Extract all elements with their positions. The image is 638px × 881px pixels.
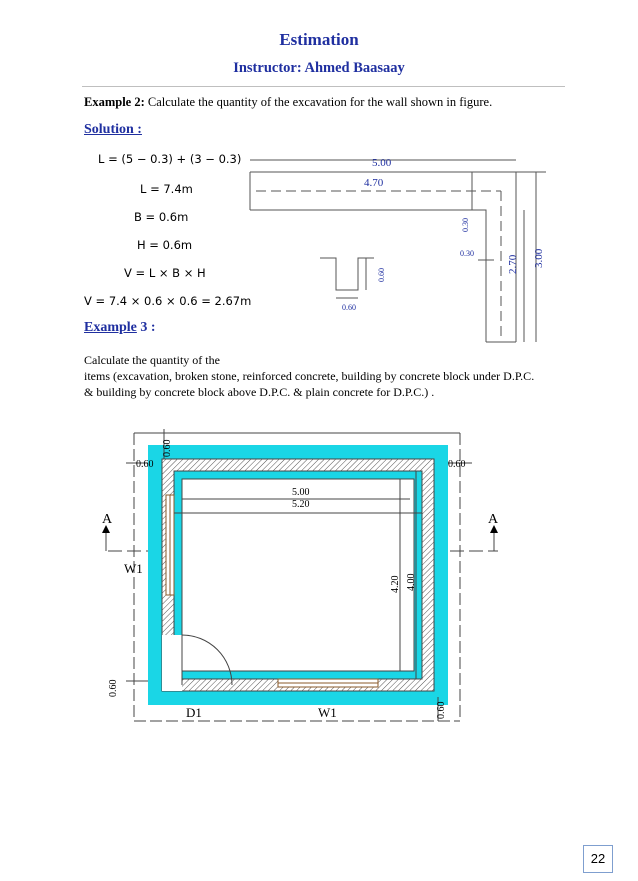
wall-plan-figure [246,150,556,346]
equation-l-sum: L = (5 − 0.3) + (3 − 0.3) [98,152,242,166]
dim-top-inner: 4.70 [364,177,384,189]
equation-v-result: V = 7.4 × 0.6 × 0.6 = 2.67m [84,294,252,308]
dim-inner-height: 4.20 [390,575,401,593]
equation-b: B = 0.6m [134,210,189,224]
dim-left-bottom: 0.60 [108,679,119,697]
dim-thickness-h: 0.30 [460,249,474,258]
dim-side-outer: 3.00 [533,248,545,268]
dim-right-bottom: 0.60 [436,701,447,719]
dim-top-outer: 5.00 [372,157,392,169]
page-number: 22 [583,845,613,873]
example-3-number: 3 : [136,320,156,335]
door-label: D1 [186,705,202,720]
dim-outer-width: 5.20 [292,499,310,510]
dim-section-depth: 0.60 [377,268,386,282]
example-3-statement [84,352,574,400]
dim-top-v: 0.60 [162,439,173,457]
wall-inner-line [250,210,486,342]
section-label-right: A [488,512,498,527]
example-3-line-2: items (excavation, broken stone, reinforced concrete, building by concrete block under D.P.C. [84,369,535,383]
window-label-left: W1 [124,561,143,576]
section-label-left: A [102,512,113,527]
example-3-label: Example [84,320,137,335]
example-2-label: Example 2: [84,95,145,109]
example-2-text: Calculate the quantity of the excavation for the wall shown in figure. [144,95,493,109]
dim-right-top: 0.60 [448,459,466,470]
door-opening [162,635,182,691]
header-divider [82,86,565,87]
example-3-line-1: Calculate the quantity of the [84,353,220,367]
page-title: Estimation [279,30,359,49]
example-2-statement [84,95,492,110]
instructor-name: Instructor: Ahmed Baasaay [233,60,405,76]
dim-section-width: 0.60 [342,303,356,312]
dim-thickness-v: 0.30 [461,218,470,232]
example-3-heading [84,320,156,336]
equation-h: H = 0.6m [137,238,193,252]
dim-inner-width: 5.00 [292,487,310,498]
example-3-line-3: & building by concrete block above D.P.C. & plain concrete for D.P.C.) . [84,385,435,399]
equation-l-result: L = 7.4m [140,182,193,196]
room-plan-figure [98,425,498,725]
solution-heading: Solution : [84,122,142,137]
window-label-bottom: W1 [318,705,337,720]
dim-side-inner: 2.70 [507,254,519,274]
dim-outer-height: 4.00 [406,573,417,591]
equation-v-formula: V = L × B × H [124,266,206,280]
dim-left-top: 0.60 [136,459,154,470]
